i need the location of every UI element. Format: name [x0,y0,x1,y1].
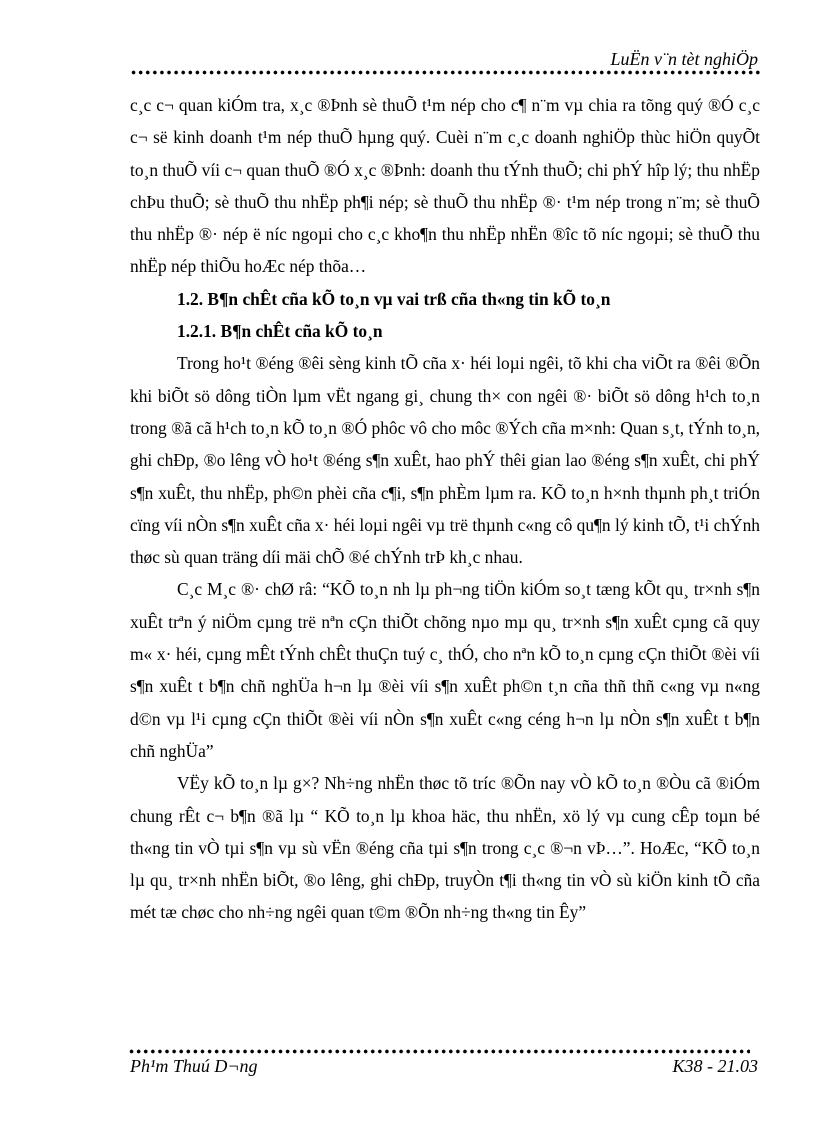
paragraph-accounting-origin: Trong ho¹t ®éng ®êi sèng kinh tÕ cña x· héi loµi ngêi, tõ khi cha viÕt ra ®êi ®Õn khi biÕt sö dông tiÒn lµm vËt ngang gi¸ chung th× con ngêi ®· biÕt sö dông h¹ch to¸n trong ®ã cã h¹ch to¸n kÕ to¸n ®Ó phôc vô cho môc ®Ých cña m×nh: Quan s¸t, tÝnh to¸n, ghi chÐp, ®o lêng vÒ ho¹t ®éng s¶n xuÊt, hao phÝ thêi gian lao ®éng s¶n xuÊt, chi phÝ s¶n xuÊt, thu nhËp, ph©n phèi cña c¶i, s¶n phÈm lµm ra. KÕ to¸n h×nh thµnh ph¸t triÓn cïng víi nÒn s¶n xuÊt cña x· héi loµi ngêi vµ trë thµnh c«ng cô qu¶n lý kinh tÕ, t¹i chÝnh thøc sù quan träng díi mäi chÕ ®é chÝnh trÞ kh¸c nhau. [130,353,760,568]
document-body [130,89,760,929]
section-heading-1-2-1: 1.2.1. B¶n chÊt cña kÕ to¸n [177,321,383,342]
footer-dotted-divider [128,1049,750,1054]
paragraph-accounting-definition: VËy kÕ to¸n lµ g×? Nh÷ng nhËn thøc tõ tríc ®Õn nay vÒ kÕ to¸n ®Òu cã ®iÓm chung rÊt c¬ b¶n ®ã lµ “ KÕ to¸n lµ khoa häc, thu nhËn, xö lý vµ cung cÊp toµn bé th«ng tin vÒ tµi s¶n vµ sù vËn ®éng cña tµi s¶n trong c¸c ®¬n vÞ…”. HoÆc, “KÕ to¸n lµ qu¸ tr×nh nhËn biÕt, ®o lêng, ghi chÐp, truyÒn t¶i th«ng tin vÒ sù kiÖn kinh tÕ cña mét tæ chøc cho nh÷ng ngêi quan t©m ®Õn nh÷ng th«ng tin Êy” [130,773,760,923]
paragraph-marx-quote: C¸c M¸c ®· chØ râ: “KÕ to¸n nh lµ ph¬ng tiÖn kiÓm so¸t tæng kÕt qu¸ tr×nh s¶n xuÊt trªn ý niÖm cµng trë nªn cÇn thiÕt chõng nµo mµ qu¸ tr×nh s¶n xuÊt cµng cã quy m« x· héi, cµng mÊt tÝnh chÊt thuÇn tuý c¸ thÓ, cho nªn kÕ to¸n cµng cÇn thiÕt ®èi víi s¶n xuÊt t b¶n chñ nghÜa h¬n lµ ®èi víi s¶n xuÊt ph©n t¸n cña thñ thñ c«ng vµ n«ng d©n vµ l¹i cµng cÇn thiÕt ®èi víi nÒn s¶n xuÊt c«ng céng h¬n lµ nÒn s¶n xuÊt t b¶n chñ nghÜa” [130,579,760,761]
footer-class-code: K38 - 21.03 [672,1056,758,1076]
header-dotted-divider [130,70,760,75]
section-heading-1-2: 1.2. B¶n chÊt cña kÕ to¸n vµ vai trß cña th«ng tin kÕ to¸n [177,288,611,309]
header-title: LuËn v¨n tèt nghiÖp [610,49,758,69]
paragraph-tax-settlement: c¸c c¬ quan kiÓm tra, x¸c ®Þnh sè thuÕ t¹m nép cho c¶ n¨m vµ chia ra tõng quý ®Ó c¸c c¬ së kinh doanh t¹m nép thuÕ hµng quý. Cuèi n¨m c¸c doanh nghiÖp thùc hiÖn quyÕt to¸n thuÕ víi c¬ quan thuÕ ®Ó x¸c ®Þnh: doanh thu tÝnh thuÕ; chi phÝ hîp lý; thu nhËp chÞu thuÕ; sè thuÕ thu nhËp ph¶i nép; sè thuÕ thu nhËp ®· t¹m nép trong n¨m; sè thuÕ thu nhËp ®· nép ë níc ngoµi cho c¸c kho¶n thu nhËp nhËn ®îc tõ níc ngoµi; sè thuÕ thu nhËp nép thiÕu hoÆc nép thõa… [130,95,760,277]
footer-author: Ph¹m Thuú D¬ng [130,1056,258,1076]
